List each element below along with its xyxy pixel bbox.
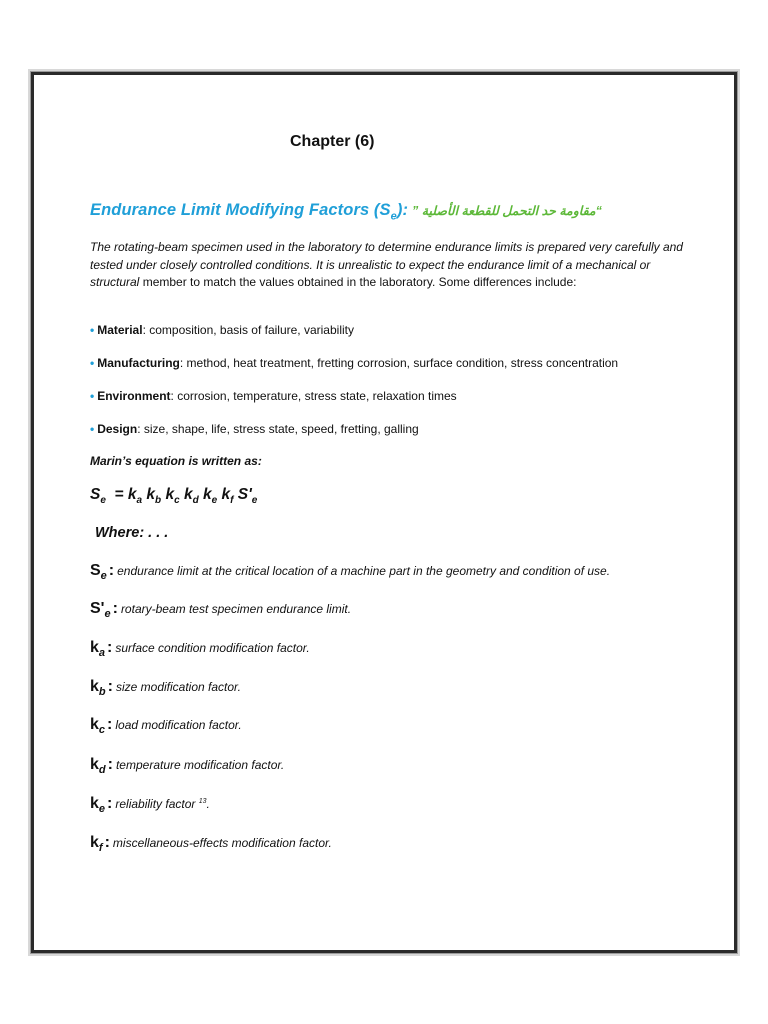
bullet-text: : size, shape, life, stress state, speed, fretting, galling — [137, 422, 419, 436]
marin-equation: $S_e = k_a$ $k_b$ $k_c$ $k_d$ $k_e$ $k_f$ $S'_e$ — [90, 486, 258, 506]
bullet-label: Design — [97, 422, 138, 436]
bullet-icon: • — [90, 389, 95, 403]
bullet-item-manufacturing — [90, 356, 618, 370]
section-heading — [90, 201, 602, 222]
bullet-text: : method, heat treatment, fretting corrosion, surface condition, stress concentration — [179, 356, 619, 370]
intro-paragraph — [90, 239, 685, 292]
definition-kf: $k_f$ : miscellaneous-effects modification factor. — [90, 834, 332, 854]
arabic-heading: “مقاومة حد التحمل للقطعة الأصلية ” — [412, 204, 602, 218]
definition-se-prime: $S'_e$ : rotary-beam test specimen endurance limit. — [90, 600, 352, 620]
bullet-icon: • — [90, 323, 95, 337]
bullet-item-design — [90, 422, 419, 436]
chapter-title: Chapter (6) — [290, 133, 375, 150]
bullet-label: Environment — [97, 389, 171, 403]
bullet-label: Manufacturing — [97, 356, 180, 370]
where-label: Where: . . . — [95, 525, 169, 541]
bullet-text: : corrosion, temperature, stress state, relaxation times — [170, 389, 457, 403]
heading-title: Endurance Limit Modifying Factors (S — [90, 201, 391, 219]
intro-normal-text: member to match the values obtained in the laboratory. Some differences include: — [139, 275, 577, 289]
bullet-text: : composition, basis of failure, variability — [142, 323, 354, 337]
bullet-item-environment — [90, 389, 457, 403]
definition-se: $S_e$ : endurance limit at the critical location of a machine part in the geometry and condition of use. — [90, 562, 611, 582]
definition-ka: $k_a$ : surface condition modification factor. — [90, 639, 310, 659]
heading-title-end: ): — [396, 201, 409, 219]
bullet-item-material — [90, 323, 354, 337]
heading-subscript: e — [390, 210, 397, 223]
bullet-icon: • — [90, 422, 95, 436]
bullet-label: Material — [97, 323, 143, 337]
marin-intro: Marin’s equation is written as: — [90, 454, 262, 468]
definition-kc: $k_c$ : load modification factor. — [90, 716, 242, 736]
intro-italic-text: The rotating-beam specimen used in the laboratory to determine endurance limits is prepared very carefully and tested under closely controlled conditions. It is unrealistic to expect the endurance limit of a mechanical or structural — [90, 240, 683, 289]
definition-ke: $k_e$ : reliability factor $^{13}$. — [90, 795, 210, 815]
bullet-icon: • — [90, 356, 95, 370]
definition-kd: $k_d$ : temperature modification factor. — [90, 756, 285, 776]
definition-kb: $k_b$ : size modification factor. — [90, 678, 241, 698]
